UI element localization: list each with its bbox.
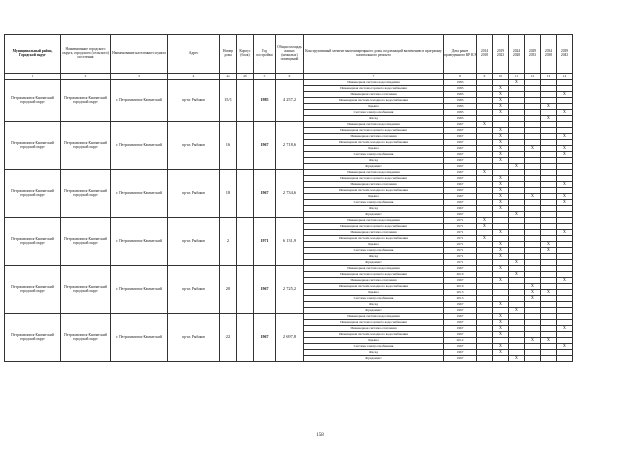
header-year-built: Год постройки — [254, 35, 276, 74]
year-cell: 1967 — [254, 314, 276, 362]
prev-date: 2012 — [444, 338, 477, 344]
period-mark: X — [477, 218, 493, 224]
area-cell: 2 734,6 — [276, 170, 304, 218]
column-number: 11 — [509, 74, 525, 80]
period-mark: X — [541, 104, 557, 110]
prev-date: 1971 — [444, 218, 477, 224]
header-locality: Наименование населенного пункта — [111, 35, 168, 74]
period-mark: X — [493, 146, 509, 152]
element-name: Инженерная система отопления — [304, 182, 444, 188]
period-mark: X — [541, 338, 557, 344]
column-number: 12 — [525, 74, 541, 80]
locality-cell: г. Петропавловск-Камчатский — [111, 266, 168, 314]
element-name: Инженерная система горячего водоснабжения — [304, 86, 444, 92]
column-number: 14 — [557, 74, 573, 80]
column-number: 8 — [444, 74, 477, 80]
prev-date: 1967 — [444, 314, 477, 320]
period-mark: X — [509, 308, 525, 314]
header-period: 2014 2018 — [477, 35, 493, 74]
period-mark: X — [557, 146, 573, 152]
prev-date: 1985 — [444, 98, 477, 104]
element-name: Фасад — [304, 116, 444, 122]
prev-date: 1967 — [444, 128, 477, 134]
period-mark: X — [541, 116, 557, 122]
prev-date: 1985 — [444, 110, 477, 116]
year-cell: 1967 — [254, 266, 276, 314]
prev-date: 1971 — [444, 254, 477, 260]
period-mark: X — [477, 122, 493, 128]
period-mark: X — [509, 164, 525, 170]
header-period: 2029 2033 — [525, 35, 541, 74]
block-cell — [237, 170, 254, 218]
element-name: Фундамент — [304, 356, 444, 362]
period-mark — [541, 356, 557, 362]
period-mark: X — [557, 134, 573, 140]
element-name: Фасад — [304, 158, 444, 164]
municipality-cell: Петропавловск-Камчатский городской округ — [5, 314, 61, 362]
column-number: 5 — [254, 74, 276, 80]
header-element: Конструктивный элемент многоквартирного дома, подлежащий включению в программу капитального ремонта — [304, 35, 444, 74]
area-cell: 6 131,9 — [276, 218, 304, 266]
period-mark: X — [493, 332, 509, 338]
prev-date: 1967 — [444, 182, 477, 188]
element-name: Крыша — [304, 338, 444, 344]
house-cell: 20 — [220, 266, 237, 314]
element-name: Крыша — [304, 290, 444, 296]
period-mark: X — [557, 152, 573, 158]
element-name: Крыша — [304, 194, 444, 200]
prev-date: 1967 — [444, 212, 477, 218]
block-cell — [237, 314, 254, 362]
header-prev-date: Дата ранее проведенного КР КЭ — [444, 35, 477, 74]
municipality-cell: Петропавловск-Камчатский городской округ — [5, 122, 61, 170]
period-mark: X — [493, 158, 509, 164]
period-mark: X — [493, 98, 509, 104]
house-cell: 2 — [220, 218, 237, 266]
area-cell: 2 697,8 — [276, 314, 304, 362]
prev-date: 1971 — [444, 236, 477, 242]
period-mark: X — [509, 260, 525, 266]
column-number: 9 — [477, 74, 493, 80]
period-mark: X — [493, 188, 509, 194]
settlement-cell: Петропавловск-Камчатский городской округ — [61, 80, 111, 122]
period-mark — [477, 356, 493, 362]
prev-date: 1967 — [444, 170, 477, 176]
house-cell: 22 — [220, 314, 237, 362]
block-cell — [237, 80, 254, 122]
locality-cell: г. Петропавловск-Камчатский — [111, 218, 168, 266]
period-mark: X — [525, 338, 541, 344]
period-mark: X — [493, 128, 509, 134]
element-name: Система электроснабжения — [304, 344, 444, 350]
period-mark: X — [493, 200, 509, 206]
address-cell: пр-кт. Рыбаков — [168, 314, 220, 362]
column-number: 6 — [276, 74, 304, 80]
element-name: Инженерная система горячего водоснабжения — [304, 320, 444, 326]
prev-date: 1967 — [444, 134, 477, 140]
column-number: 1 — [5, 74, 61, 80]
settlement-cell: Петропавловск-Камчатский городской округ — [61, 170, 111, 218]
prev-date: 1967 — [444, 326, 477, 332]
element-name: Фасад — [304, 254, 444, 260]
prev-date: 2013 — [444, 290, 477, 296]
address-cell: пр-кт. Рыбаков — [168, 266, 220, 314]
period-mark: X — [493, 194, 509, 200]
element-name: Инженерная система отопления — [304, 134, 444, 140]
period-mark: X — [557, 278, 573, 284]
column-number: 3 — [111, 74, 168, 80]
period-mark — [493, 356, 509, 362]
address-cell: пр-кт. Рыбаков — [168, 80, 220, 122]
period-mark: X — [493, 254, 509, 260]
prev-date: 1967 — [444, 152, 477, 158]
period-mark: X — [477, 236, 493, 242]
period-mark: X — [525, 284, 541, 290]
prev-date: 1985 — [444, 116, 477, 122]
element-name: Инженерная система водоотведения — [304, 80, 444, 86]
element-name: Инженерная система горячего водоснабжения — [304, 176, 444, 182]
year-cell: 1985 — [254, 80, 276, 122]
period-mark: X — [493, 140, 509, 146]
year-cell: 1967 — [254, 122, 276, 170]
prev-date: 1967 — [444, 194, 477, 200]
period-mark: X — [493, 314, 509, 320]
year-cell: 1967 — [254, 170, 276, 218]
prev-date: 1967 — [444, 188, 477, 194]
header-row — [5, 35, 573, 74]
element-name: Фасад — [304, 302, 444, 308]
block-cell — [237, 266, 254, 314]
header-block: Корпус (блок) — [237, 35, 254, 74]
municipality-cell: Петропавловск-Камчатский городской округ — [5, 266, 61, 314]
period-mark: X — [541, 248, 557, 254]
element-name: Инженерная система водоотведения — [304, 314, 444, 320]
prev-date: 1985 — [444, 104, 477, 110]
prev-date: 1967 — [444, 206, 477, 212]
element-name: Инженерная система холодного водоснабжения — [304, 236, 444, 242]
page-number: 158 — [316, 433, 324, 438]
period-mark: X — [477, 170, 493, 176]
header-period: 2024 2028 — [509, 35, 525, 74]
period-mark: X — [493, 344, 509, 350]
element-name: Инженерная система отопления — [304, 326, 444, 332]
element-name: Инженерная система отопления — [304, 278, 444, 284]
locality-cell: г. Петропавловск-Камчатский — [111, 170, 168, 218]
house-cell: 15/1 — [220, 80, 237, 122]
period-mark — [525, 356, 541, 362]
prev-date: 1971 — [444, 224, 477, 230]
header-period: 2034 2038 — [541, 35, 557, 74]
prev-date: 1967 — [444, 302, 477, 308]
header-house: Номер дома — [220, 35, 237, 74]
period-mark: X — [493, 266, 509, 272]
prev-date: 1967 — [444, 278, 477, 284]
house-cell: 18 — [220, 170, 237, 218]
address-cell: пр-кт. Рыбаков — [168, 122, 220, 170]
prev-date: 1967 — [444, 350, 477, 356]
prev-date: 1967 — [444, 200, 477, 206]
column-number: 13 — [541, 74, 557, 80]
column-number: 2 — [61, 74, 111, 80]
period-mark: X — [493, 182, 509, 188]
column-number: 10 — [493, 74, 509, 80]
prev-date: 1971 — [444, 260, 477, 266]
period-mark: X — [509, 356, 525, 362]
header-area: Общая площадь жилых (нежилых) помещений — [276, 35, 304, 74]
element-name: Крыша — [304, 242, 444, 248]
column-number: 7 — [304, 74, 444, 80]
period-mark: X — [557, 230, 573, 236]
period-mark: X — [493, 152, 509, 158]
element-name: Инженерная система холодного водоснабжения — [304, 284, 444, 290]
header-address: Адрес — [168, 35, 220, 74]
element-name: Фундамент — [304, 308, 444, 314]
period-mark: X — [509, 272, 525, 278]
locality-cell: г. Петропавловск-Камчатский — [111, 314, 168, 362]
period-mark: X — [477, 224, 493, 230]
capital-repair-table — [4, 34, 573, 362]
period-mark: X — [493, 320, 509, 326]
column-number: 4 — [168, 74, 220, 80]
prev-date: 1985 — [444, 92, 477, 98]
element-name: Фасад — [304, 350, 444, 356]
municipality-cell: Петропавловск-Камчатский городской округ — [5, 170, 61, 218]
prev-date: 1967 — [444, 146, 477, 152]
prev-date: 1967 — [444, 344, 477, 350]
element-name: Крыша — [304, 104, 444, 110]
prev-date: 1971 — [444, 248, 477, 254]
settlement-cell: Петропавловск-Камчатский городской округ — [61, 122, 111, 170]
house-cell: 16 — [220, 122, 237, 170]
element-name: Фундамент — [304, 212, 444, 218]
period-mark: X — [509, 212, 525, 218]
period-mark: X — [493, 242, 509, 248]
element-name: Инженерная система водоотведения — [304, 170, 444, 176]
prev-date: 1967 — [444, 320, 477, 326]
area-cell: 2 718,6 — [276, 122, 304, 170]
area-cell: 2 725,2 — [276, 266, 304, 314]
period-mark: X — [493, 86, 509, 92]
prev-date: 1971 — [444, 230, 477, 236]
element-name: Инженерная система водоотведения — [304, 218, 444, 224]
element-name: Инженерная система холодного водоснабжения — [304, 332, 444, 338]
prev-date: 1967 — [444, 266, 477, 272]
period-mark: X — [557, 200, 573, 206]
header-settlement: Наименование городского округа, городского (сельского) поселения — [61, 35, 111, 74]
settlement-cell: Петропавловск-Камчатский городской округ — [61, 218, 111, 266]
element-name: Система электроснабжения — [304, 110, 444, 116]
element-name: Инженерная система холодного водоснабжения — [304, 98, 444, 104]
element-name: Инженерная система водоотведения — [304, 122, 444, 128]
column-number: 4a — [220, 74, 237, 80]
area-cell: 4 257,2 — [276, 80, 304, 122]
period-mark: X — [525, 296, 541, 302]
period-mark: X — [525, 146, 541, 152]
period-mark: X — [509, 80, 525, 86]
prev-date: 2010 — [444, 272, 477, 278]
period-mark — [557, 356, 573, 362]
period-mark: X — [493, 278, 509, 284]
locality-cell: г. Петропавловск-Камчатский — [111, 122, 168, 170]
municipality-cell: Петропавловск-Камчатский городской округ — [5, 80, 61, 122]
element-name: Инженерная система горячего водоснабжения — [304, 224, 444, 230]
period-mark: X — [493, 326, 509, 332]
settlement-cell: Петропавловск-Камчатский городской округ — [61, 314, 111, 362]
prev-date: 1967 — [444, 140, 477, 146]
block-cell — [237, 218, 254, 266]
header-period: 2019 2023 — [493, 35, 509, 74]
element-name: Фасад — [304, 206, 444, 212]
period-mark: X — [557, 110, 573, 116]
element-name: Инженерная система водоотведения — [304, 266, 444, 272]
period-mark: X — [493, 92, 509, 98]
prev-date: 1971 — [444, 242, 477, 248]
prev-date: 1985 — [444, 80, 477, 86]
prev-date: 2013 — [444, 296, 477, 302]
prev-date: 1967 — [444, 122, 477, 128]
period-mark: X — [557, 344, 573, 350]
prev-date: 1967 — [444, 356, 477, 362]
prev-date: 2010 — [444, 284, 477, 290]
prev-date: 1967 — [444, 158, 477, 164]
element-name: Инженерная система холодного водоснабжения — [304, 188, 444, 194]
prev-date: 1967 — [444, 176, 477, 182]
period-mark: X — [493, 206, 509, 212]
settlement-cell: Петропавловск-Камчатский городской округ — [61, 266, 111, 314]
period-mark: X — [493, 110, 509, 116]
block-cell — [237, 122, 254, 170]
element-name: Инженерная система отопления — [304, 92, 444, 98]
element-name: Инженерная система холодного водоснабжения — [304, 140, 444, 146]
locality-cell: г. Петропавловск-Камчатский — [111, 80, 168, 122]
element-name: Инженерная система горячего водоснабжения — [304, 272, 444, 278]
header-period: 2039 2043 — [557, 35, 573, 74]
period-mark: X — [541, 290, 557, 296]
address-cell: пр-кт. Рыбаков — [168, 218, 220, 266]
element-name: Фундамент — [304, 164, 444, 170]
period-mark: X — [557, 326, 573, 332]
municipality-cell: Петропавловск-Камчатский городской округ — [5, 218, 61, 266]
period-mark: X — [493, 302, 509, 308]
prev-date: 1967 — [444, 308, 477, 314]
period-mark: X — [525, 290, 541, 296]
prev-date: 1967 — [444, 164, 477, 170]
element-name: Крыша — [304, 146, 444, 152]
element-name: Система электроснабжения — [304, 200, 444, 206]
element-name: Система электроснабжения — [304, 152, 444, 158]
period-mark: X — [493, 176, 509, 182]
year-cell: 1971 — [254, 218, 276, 266]
period-mark: X — [493, 230, 509, 236]
element-name: Система электроснабжения — [304, 296, 444, 302]
period-mark: X — [493, 350, 509, 356]
element-name: Инженерная система отопления — [304, 230, 444, 236]
period-mark: X — [557, 194, 573, 200]
period-mark: X — [557, 92, 573, 98]
period-mark: X — [525, 194, 541, 200]
address-cell: пр-кт. Рыбаков — [168, 170, 220, 218]
prev-date: 1985 — [444, 86, 477, 92]
period-mark: X — [493, 134, 509, 140]
period-mark: X — [557, 182, 573, 188]
element-name: Фундамент — [304, 260, 444, 266]
period-mark: X — [541, 242, 557, 248]
header-municipality: Муниципальный район, Городской округ — [5, 35, 61, 74]
column-number: 4б — [237, 74, 254, 80]
period-mark: X — [493, 248, 509, 254]
element-name: Инженерная система горячего водоснабжения — [304, 128, 444, 134]
period-mark: X — [493, 104, 509, 110]
element-name: Система электроснабжения — [304, 248, 444, 254]
prev-date: 1967 — [444, 332, 477, 338]
